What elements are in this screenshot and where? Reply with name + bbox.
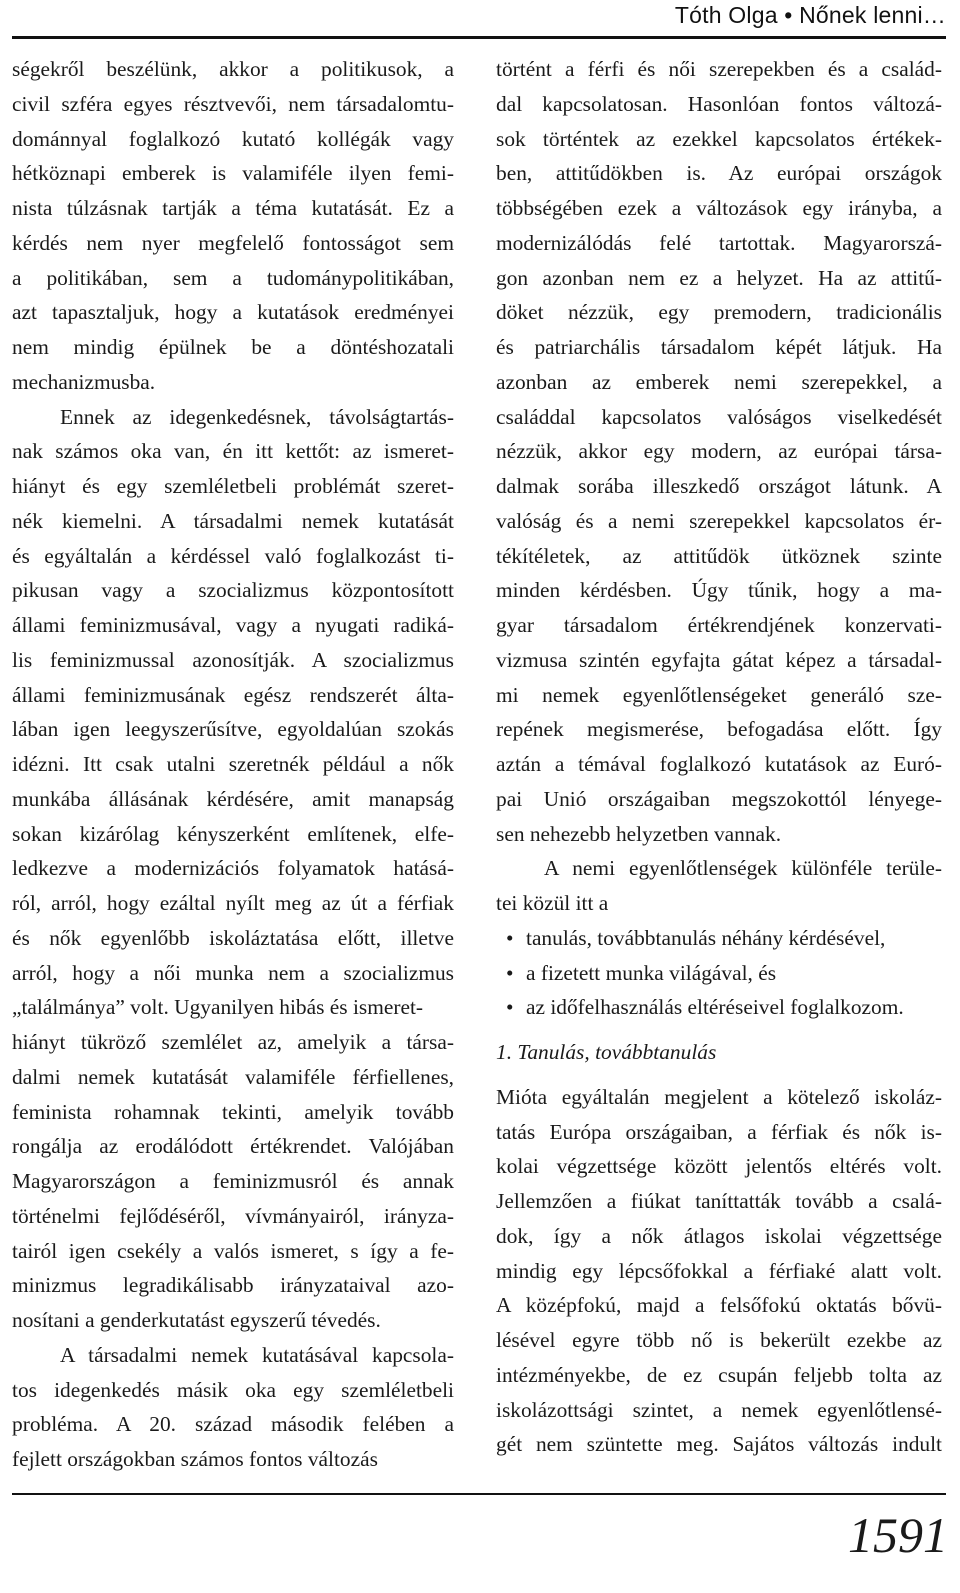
text-line: ben, attitűdökben is. Az európai országok [496,161,942,186]
text-line: ségekről beszélünk, akkor a politikusok, a [12,57,454,81]
text-line: tékítéletek, az attitűdök ütköznek szinte [496,543,942,568]
text-line: dok, így a nők átlagos iskolai végzettsége [496,1223,942,1248]
text-line: nézzük, akkor egy modern, az európai társa- [496,439,942,464]
text-line: lában igen leegyszerűsítve, egyoldalúan szokás [12,717,454,742]
text-line: kérdés nem nyer megfelelő fontosságot sem [12,230,454,255]
text-line: azonban az emberek nemi szerepekkel, a [496,369,942,394]
text-line: és patriarchális társadalom képét látjuk. Ha [496,335,942,359]
running-head: Tóth Olga • Nőnek lenni… [674,2,946,28]
text-line: vizmusa szintén egyfajta gátat képez a társadal- [496,647,942,672]
text-line: állami feminizmusával, vagy a nyugati radiká- [12,613,454,637]
text-line: minden kérdésben. Úgy tűnik, hogy a ma- [496,578,942,603]
bullet-item [496,990,942,1025]
text-line: nem mindig épülnek be a döntéshozatali [12,335,454,359]
text-line: gyar társadalom értékrendjének konzervati- [496,613,942,637]
text-line: iskolázottsági szintet, a nemek egyenlőtlensé- [496,1397,942,1422]
bullet-item [496,921,942,956]
text-line: gon azonban nem ez a helyzet. Ha az attitű- [496,265,942,290]
text-line: a politikában, sem a tudománypolitikában, [12,265,454,290]
text-line: mi nemek egyenlőtlenségeket generáló sze- [496,682,942,707]
text-line: A középfokú, majd a felsőfokú oktatás bővü- [496,1293,942,1318]
text-line: dalmi nemek kutatását valamiféle férfiellenes, [12,1064,454,1089]
section-heading: 1. Tanulás, továbbtanulás [496,1040,717,1064]
text-line: sok történtek az ezekkel kapcsolatos értékek- [496,126,942,151]
text-line: tei közül itt a [496,891,609,915]
text-line: családdal kapcsolatos valóságos viselkedését [496,404,942,429]
text-line: Mióta egyáltalán megjelent a kötelező iskoláz- [496,1084,942,1109]
left-column [12,52,454,1477]
text-line: probléma. A 20. század második felében a [12,1412,454,1437]
text-line: tatás Európa országaiban, a férfiak és nők is- [496,1119,942,1144]
text-line: nista túlzásnak tartják a téma kutatását. Ez a [12,196,454,220]
text-line: munkába állásának kérdésére, amit manapság [12,786,454,811]
header-rule [12,36,946,39]
text-line: aztán a témával foglalkozó kutatások az Euró- [496,752,942,776]
text-line: modernizálódás felé tartottak. Magyarorszá- [496,230,942,255]
right-column [496,52,942,1462]
text-line: nék kiemelni. A társadalmi nemek kutatását [12,508,454,533]
text-line: sokan kizárólag kényszerként említenek, elfe- [12,821,454,846]
text-line: A nemi egyenlőtlenségek különféle terüle- [544,856,942,881]
text-line: hiányt és egy szemléletbeli problémát szeret- [12,474,454,498]
text-line: „találmánya” volt. Ugyanilyen hibás és ismeret- [12,995,424,1020]
footer-rule [12,1493,946,1495]
bullet-text: a fizetett munka világával, és [526,960,777,985]
text-line: azt tapasztaljuk, hogy a kutatások eredményei [12,300,454,325]
text-line: mindig egy lépcsőfokkal a férfiaké alatt volt. [496,1258,942,1283]
text-line: gét nem szüntette meg. Sajátos változás indult [496,1432,942,1457]
text-line: valóság és a nemi szerepekkel kapcsolatos ér- [496,508,942,533]
text-line: intézményekbe, de ez csupán feljebb tolta az [496,1362,942,1387]
bullet-icon: • [506,995,514,1020]
text-line: sen nehezebb helyzetben vannak. [496,821,782,846]
text-line: rongálja az erodálódott értékrendet. Valójában [12,1134,454,1159]
text-line: Jellemzően a fiúkat taníttatták tovább a csalá- [496,1189,942,1213]
text-line: pikusan vagy a szocializmus központosított [12,578,454,603]
text-line: hiányt tükröző szemlélet az, amelyik a társa- [12,1030,454,1054]
text-line: tairól igen csekély a valós ismeret, s így a fe- [12,1238,454,1263]
text-line: dománnyal foglalkozó kutató kollégák vagy [12,126,454,151]
text-line: feminista rohamnak tekinti, amelyik tovább [12,1099,454,1124]
text-line: pai Unió országaiban megszokottól lényege- [496,786,942,811]
bullet-text: az időfelhasználás eltéréseivel foglalkozom. [526,995,904,1020]
bullet-text: tanulás, továbbtanulás néhány kérdésével, [526,925,886,950]
bullet-icon: • [506,960,514,985]
text-line: ról, arról, hogy ezáltal nyílt meg az út a férfiak [12,891,454,915]
text-line: többségében ezek a változások egy irányba, a [496,196,942,220]
bullet-item [496,956,942,991]
text-line: nak számos oka van, én itt kettőt: az ismeret- [12,439,454,464]
text-line: repének megismerése, befogadása előtt. Így [496,717,942,742]
text-line: dalmak sorába illeszkedő országot látunk. A [496,474,942,498]
bullet-icon: • [506,925,514,950]
text-line: tos idegenkedés másik oka egy szemléletbeli [12,1377,454,1402]
text-line: lésével egyre több nő is bekerült ezekbe az [496,1328,942,1352]
text-line: A társadalmi nemek kutatásával kapcsola- [60,1342,454,1367]
text-line: és egyáltalán a kérdéssel való foglalkozást ti- [12,543,454,568]
text-line: civil szféra egyes résztvevői, nem társadalomtu- [12,91,454,116]
text-line: és nők egyenlőbb iskoláztatása előtt, illetve [12,925,454,950]
text-line: nosítani a genderkutatást egyszerű tévedés. [12,1308,381,1332]
text-line: dal kapcsolatosan. Hasonlóan fontos változá- [496,91,942,116]
text-line: történelmi fejlődéséről, vívmányairól, irányza- [12,1203,454,1228]
text-line: állami feminizmusának egész rendszerét álta- [12,682,454,707]
text-line: Magyarországon a feminizmusról és annak [12,1169,454,1193]
text-line: arról, hogy a női munka nem a szocializmus [12,960,454,985]
text-line: Ennek az idegenkedésnek, távolságtartás- [60,404,454,429]
text-line: döket nézzük, egy premodern, tradicionális [496,300,942,325]
text-line: idézni. Itt csak utalni szeretnék például a nők [12,752,454,776]
text-line: lis feminizmussal azonosítják. A szocializmus [12,647,454,672]
text-line: kolai végzettsége között jelentős eltérés volt. [496,1154,942,1179]
text-line: történt a férfi és női szerepekben és a család- [496,57,942,81]
text-line: ledkezve a modernizációs folyamatok hatásá- [12,856,454,881]
text-line: mechanizmusba. [12,369,156,394]
text-line: fejlett országokban számos fontos változás [12,1447,378,1471]
text-line: hétköznapi emberek is valamiféle ilyen femi- [12,161,454,186]
text-line: minizmus legradikálisabb irányzataival azo- [12,1273,454,1298]
page-number: 1591 [848,1507,948,1563]
